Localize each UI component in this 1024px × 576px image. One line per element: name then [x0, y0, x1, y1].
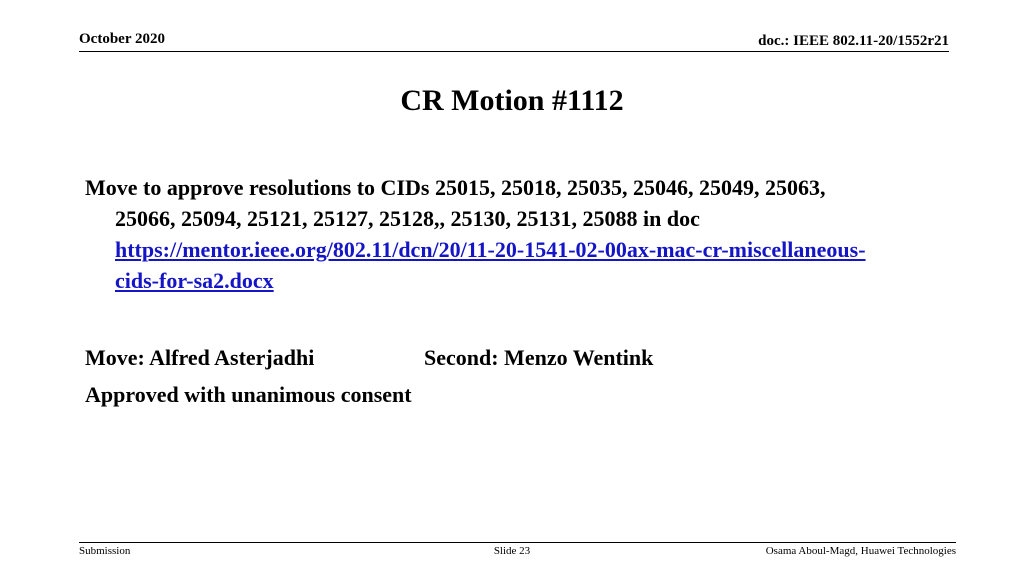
slide-title: CR Motion #1112: [400, 84, 624, 117]
move-second-line: [85, 342, 885, 373]
footer-submission: Submission: [79, 545, 131, 557]
header-divider: [79, 51, 949, 52]
header-doc-number: doc.: IEEE 802.11-20/1552r21: [758, 33, 949, 49]
header-date: October 2020: [79, 31, 165, 47]
seconder: Second: Menzo Wentink: [424, 345, 654, 370]
motion-text: Move to approve resolutions to CIDs 25015, 25018, 25035, 25046, 25049, 25063, 25066, 25094, 25121, 25127, 25128,, 25130, 25131, 25088 in doc: [85, 175, 826, 231]
mover: Move: Alfred Asterjadhi: [85, 345, 315, 370]
motion-result: Approved with unanimous consent: [85, 382, 412, 407]
spacer: [85, 296, 885, 342]
motion-paragraph: [85, 172, 885, 296]
document-link[interactable]: https://mentor.ieee.org/802.11/dcn/20/11-20-1541-02-00ax-mac-cr-miscellaneous-cids-for-sa2.docx: [115, 237, 866, 293]
footer-author: Osama Aboul-Magd, Huawei Technologies: [765, 545, 956, 557]
footer-divider: [79, 542, 956, 543]
footer-slide-number: Slide 23: [493, 545, 531, 557]
slide-body: [85, 172, 885, 410]
